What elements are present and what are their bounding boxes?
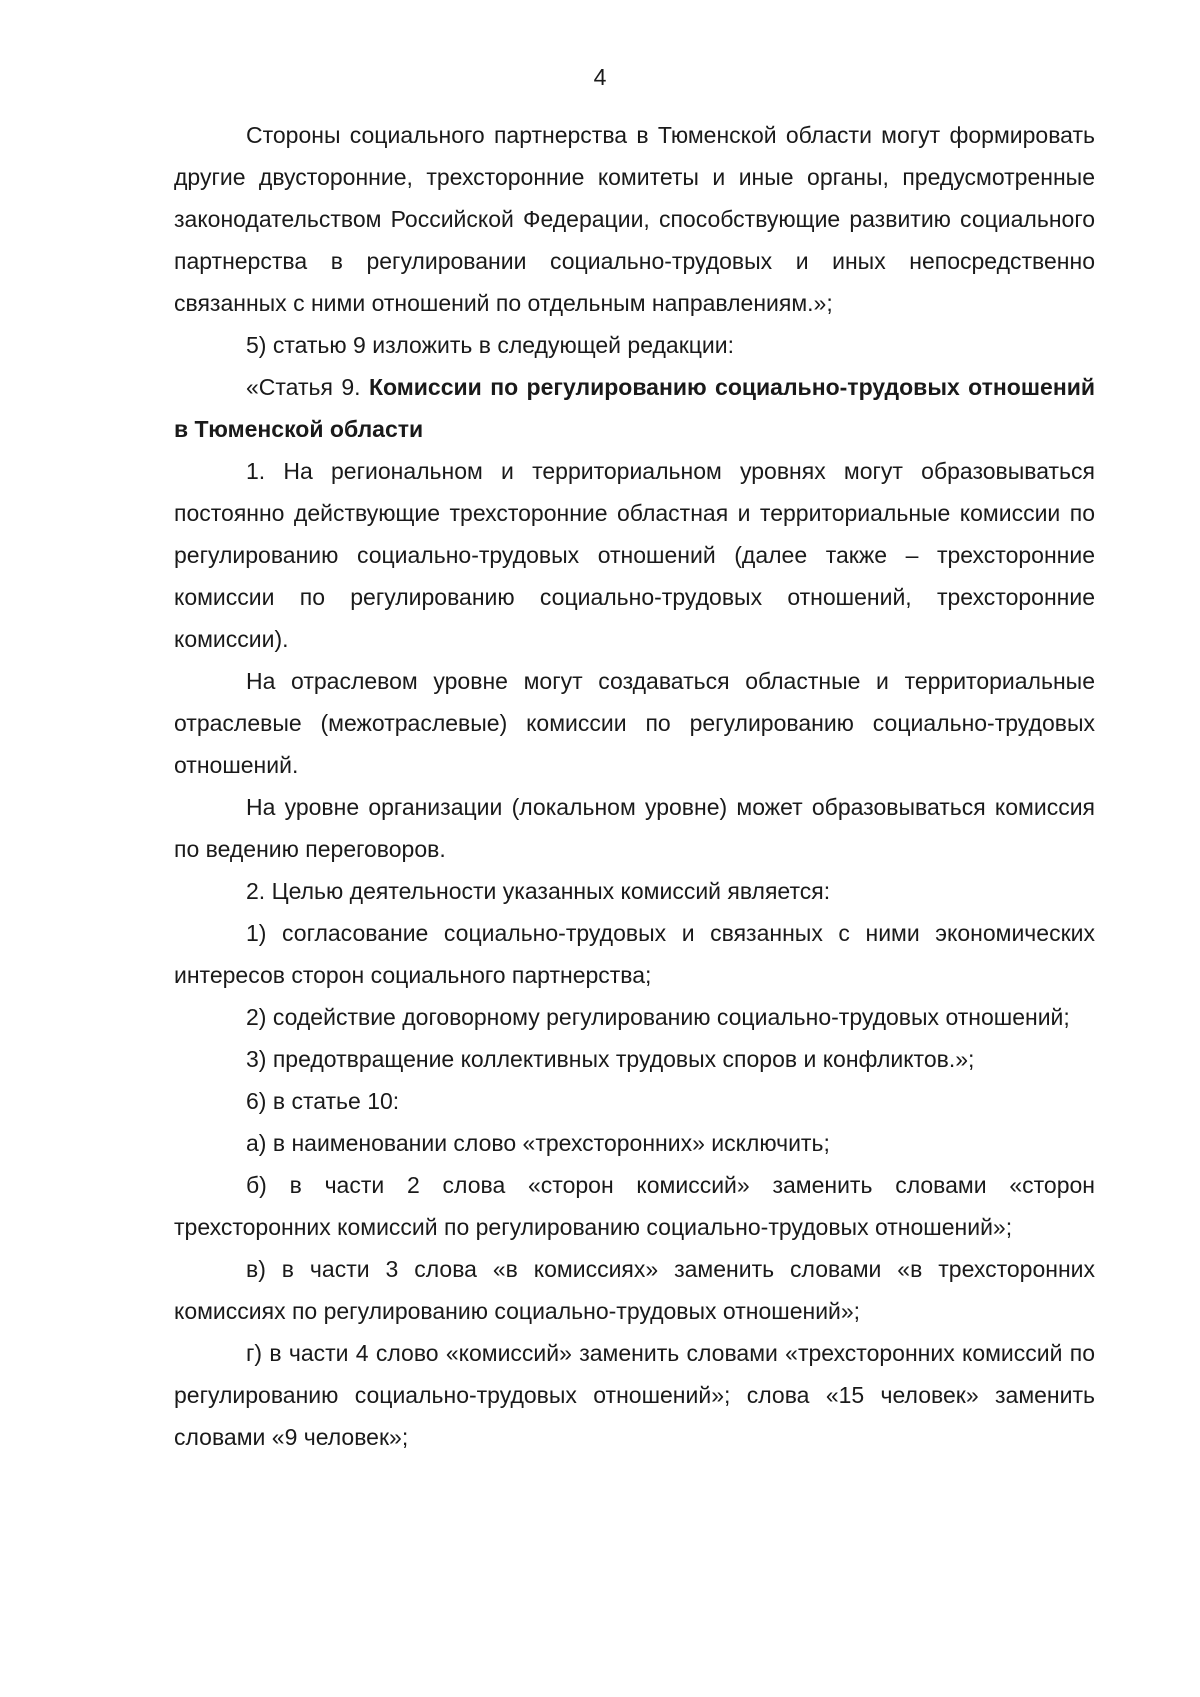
paragraph-article-9-part-2: 2. Целью деятельности указанных комиссий является: (246, 878, 831, 904)
paragraph-item-6: 6) в статье 10: (246, 1088, 400, 1114)
paragraph-goal-3: 3) предотвращение коллективных трудовых споров и конфликтов.»; (246, 1046, 975, 1072)
page-number: 4 (593, 64, 607, 90)
article-9-prefix: «Статья 9. (246, 374, 369, 400)
paragraph-local-level: На уровне организации (локальном уровне) может образовываться комиссия по ведению переговоров. (174, 794, 1095, 862)
paragraph-subitem-b: б) в части 2 слова «сторон комиссий» заменить словами «сторон трехсторонних комиссий по регулированию социально-трудовых отношений»; (174, 1172, 1095, 1240)
paragraph-goal-2: 2) содействие договорному регулированию социально-трудовых отношений; (246, 1004, 1070, 1030)
paragraph-item-5: 5) статью 9 изложить в следующей редакции: (246, 332, 735, 358)
paragraph-article-9-part-1: 1. На региональном и территориальном уровнях могут образовываться постоянно действующие трехсторонние областная и территориальные комиссии по регулированию социально-трудовых отношений (далее также – трехсторонние комиссии по регулированию социально-трудовых отношений, трехсторонние комиссии). (174, 458, 1095, 652)
paragraph-subitem-a: а) в наименовании слово «трехсторонних» исключить; (246, 1130, 830, 1156)
paragraph-subitem-v: в) в части 3 слова «в комиссиях» заменить словами «в трехсторонних комиссиях по регулированию социально-трудовых отношений»; (174, 1256, 1095, 1324)
article-9-heading (174, 366, 1095, 450)
document-body (174, 114, 1095, 1458)
paragraph-parties-forms: Стороны социального партнерства в Тюменской области могут формировать другие двусторонние, трехсторонние комитеты и иные органы, предусмотренные законодательством Российской Федерации, способствующие развитию социального партнерства в регулировании социально-трудовых и иных непосредственно связанных с ними отношений по отдельным направлениям.»; (174, 122, 1095, 316)
paragraph-subitem-g: г) в части 4 слово «комиссий» заменить словами «трехсторонних комиссий по регулированию социально-трудовых отношений»; слова «15 человек» заменить словами «9 человек»; (174, 1340, 1095, 1450)
article-9-title: Комиссии по регулированию социально-трудовых отношений в Тюменской области (174, 374, 1095, 442)
paragraph-goal-1: 1) согласование социально-трудовых и связанных с ними экономических интересов сторон социального партнерства; (174, 920, 1095, 988)
paragraph-sectoral-level: На отраслевом уровне могут создаваться областные и территориальные отраслевые (межотраслевые) комиссии по регулированию социально-трудовых отношений. (174, 668, 1095, 778)
